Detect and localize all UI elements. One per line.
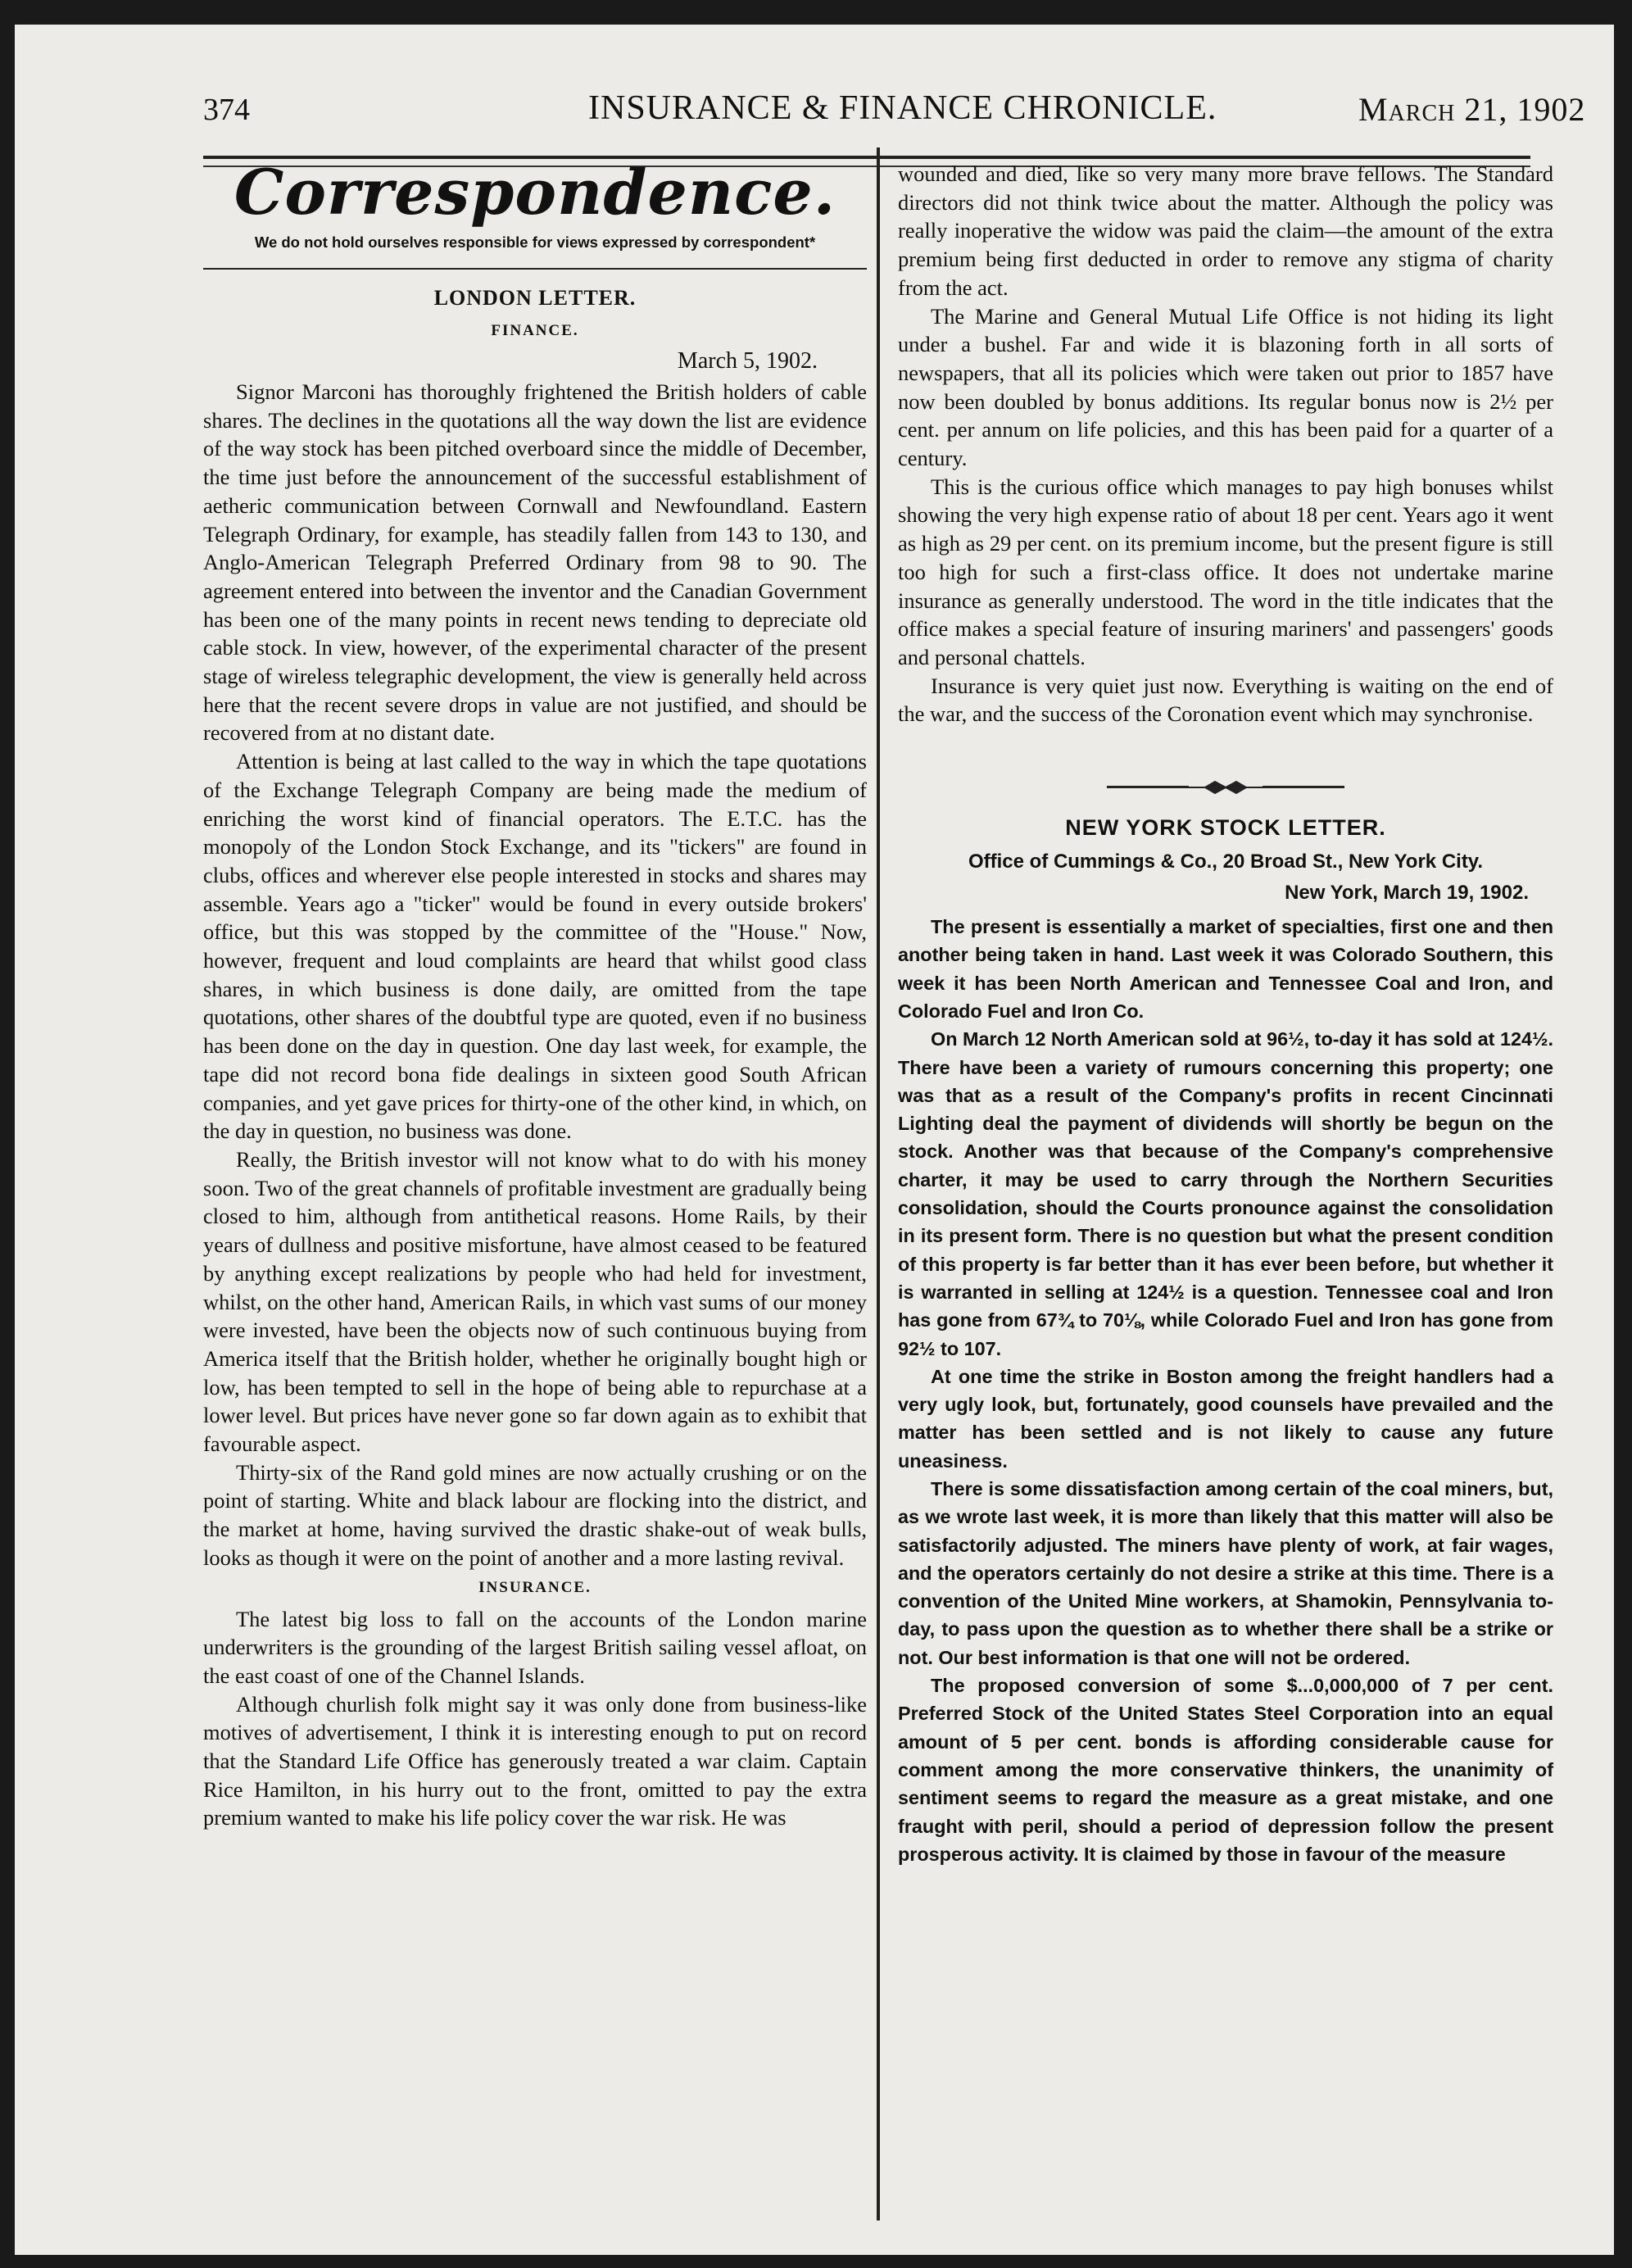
insurance-subheading: INSURANCE. — [478, 1578, 592, 1596]
publication-title: INSURANCE & FINANCE CHRONICLE. — [588, 89, 1217, 127]
paragraph: The latest big loss to fall on the accounts of the London marine underwriters is the grounding of the largest British sailing vessel afloat, on the east coast of one of the Channel Islands. — [203, 1606, 867, 1688]
paragraph: The present is essentially a market of specialties, first one and then another being taken in hand. Last week it was Colorado Southern, this week it has been North American and Tennessee Coal and Iron, and Colorado Fuel and Iron Co. — [898, 916, 1553, 1022]
right-column — [898, 160, 1553, 1868]
column-divider — [877, 147, 880, 2220]
correspondence-title: Correspondence. — [233, 156, 836, 229]
paragraph: wounded and died, like so very many more brave fellows. The Standard directors did not think twice about the matter. Although the policy was really inoperative the widow was paid the claim—the amount of the extra premium being first deducted in order to remove any stigma of charity from the act. — [898, 161, 1553, 300]
london-dateline: March 5, 1902. — [677, 348, 818, 374]
paragraph: Signor Marconi has thoroughly frightened the British holders of cable shares. The declines in the quotations all the way down the list are evidence of the way stock has been pitched overboard since the middle of December, the time just before the announcement of the successful establishment of aetheric communication between Cornwall and Newfoundland. Eastern Telegraph Ordinary, for example, has steadily fallen from 143 to 130, and Anglo-American Telegraph Preferred Ordinary from 98 to 90. The agreement entered into between the inventor and the Canadian Government has been one of the many points in recent news tending to depreciate old cable stock. In view, however, of the experimental character of the present stage of wireless telegraphic development, the view is generally held across here that the recent severe drops in value are not justified, and should be recovered from at no distant date. — [203, 379, 867, 746]
paragraph: This is the curious office which manages to pay high bonuses whilst showing the very high expense ratio of about 18 per cent. Years ago it went as high as 29 per cent. on its premium income, but the present figure is still too high for such a first-class office. It does not undertake marine insurance as generally understood. The word in the title indicates that the office makes a special feature of insuring mariners' and passengers' goods and personal chattels. — [898, 474, 1553, 669]
ornament-rule — [1107, 786, 1344, 788]
paragraph: The proposed conversion of some $...0,000,000 of 7 per cent. Preferred Stock of the United States Steel Corporation into an equal amount of 5 per cent. bonds is affording considerable cause for comment among the more conservative thinkers, the unanimity of sentiment seems to regard the measure as a great mistake, and one fraught with peril, should a period of depression follow the present prosperous activity. It is claimed by those in favour of the measure — [898, 1675, 1553, 1865]
paragraph: The Marine and General Mutual Life Office is not hiding its light under a bushel. Far and wide it is blazoning forth in all sorts of newspapers, that all its policies which were taken out prior to 1857 have now been doubled by bonus additions. Its regular bonus now is 2½ per cent. per annum on life policies, and this has been paid for a quarter of a century. — [898, 303, 1553, 471]
paragraph: There is some dissatisfaction among certain of the coal miners, but, as we wrote last week, it is more than likely that this matter will also be satisfactorily adjusted. The miners have plenty of work, at fair wages, and the operators certainly do not desire a strike at this time. There is a convention of the United Mine workers, at Shamokin, Pennsylvania to-day, to pass upon the question as to whether there shall be a strike or not. Our best information is that one will not be ordered. — [898, 1478, 1553, 1668]
diamond-ornament-icon — [1189, 778, 1263, 796]
ny-letter-heading: NEW YORK STOCK LETTER. — [1065, 815, 1386, 841]
left-column — [203, 156, 867, 1832]
newspaper-page — [15, 25, 1614, 2255]
section-rule — [203, 268, 867, 270]
paragraph: Attention is being at last called to the way in which the tape quotations of the Exchange Telegraph Company are being made the medium of enriching the worst kind of financial operators. The E.T.C. has the monopoly of the London Stock Exchange, and its "tickers" are found in clubs, offices and wherever else people interested in stocks and shares may assemble. Years ago a "ticker" would be found in every outside brokers' office, but this was stopped by the committee of the "House." Now, however, frequent and loud complaints are heard that whilst good class shares, in which business is done daily, are omitted from the tape quotations, other shares of the doubtful type are quoted, even if no business has been done on the day in question. One day last week, for example, the tape did not record bona fide dealings in sixteen good South African companies, and yet gave prices for thirty-one of the other kind, in which, on the day in question, no business was done. — [203, 749, 867, 1144]
office-line: Office of Cummings & Co., 20 Broad St., New York City. — [968, 850, 1484, 873]
section-ornament — [898, 778, 1553, 792]
finance-subheading: FINANCE. — [491, 322, 579, 339]
paragraph: On March 12 North American sold at 96½, to-day it has sold at 124½. There have been a variety of rumours concerning this property; one was that as a result of the Company's profits in recent Cincinnati Lighting deal the payment of dividends will shortly be begun on the stock. Another was that because of the Company's comprehensive charter, it may be used to carry through the Northern Securities consolidation, should the Courts pronounce against the consolidation in its present form. There is no question but what the present condition of this property is far better than it has ever been before, but whether it is warranted in selling at 124½ is a question. Tennessee coal and Iron has gone from 67¾ to 70⅛, while Colorado Fuel and Iron has gone from 92½ to 107. — [898, 1028, 1553, 1359]
page-number: 374 — [203, 93, 250, 127]
paragraph: Although churlish folk might say it was only done from business-like motives of advertisement, I think it is interesting enough to put on record that the Standard Life Office has generously treated a war claim. Captain Rice Hamilton, in his hurry out to the front, omitted to pay the extra premium wanted to make his life policy cover the war risk. He was — [203, 1691, 867, 1830]
disclaimer-note: We do not hold ourselves responsible for views expressed by correspondent* — [254, 234, 816, 251]
paragraph: Thirty-six of the Rand gold mines are now actually crushing or on the point of starting. White and black labour are flocking into the district, and the market at home, having survived the drastic shake-out of weak bulls, looks as though it were on the point of another and a more lasting revival. — [203, 1459, 867, 1570]
ny-dateline: New York, March 19, 1902. — [1285, 882, 1529, 905]
issue-date: March 21, 1902 — [1358, 91, 1586, 128]
london-letter-heading: LONDON LETTER. — [433, 286, 637, 310]
page-header — [15, 57, 1614, 147]
paragraph: Really, the British investor will not know what to do with his money soon. Two of the great channels of profitable investment are gradually being closed to him, although from antithetical reasons. Home Rails, by their years of dullness and positive misfortune, have almost ceased to be featured by anything except realizations by people who had held for investment, whilst, on the other hand, American Rails, in which vast sums of our money were invested, have been the objects now of such continuous buying from America itself that the British holder, whether he originally bought high or low, has been tempted to sell in the hope of being able to repurchase at a lower level. But prices have never gone so far down again as to exhibit that favourable aspect. — [203, 1146, 867, 1457]
paragraph: Insurance is very quiet just now. Everything is waiting on the end of the war, and the success of the Coronation event which may synchronise. — [898, 673, 1553, 727]
paragraph: At one time the strike in Boston among the freight handlers had a very ugly look, but, fortunately, good counsels have prevailed and the matter has been settled and is not likely to cause any future uneasiness. — [898, 1365, 1553, 1472]
